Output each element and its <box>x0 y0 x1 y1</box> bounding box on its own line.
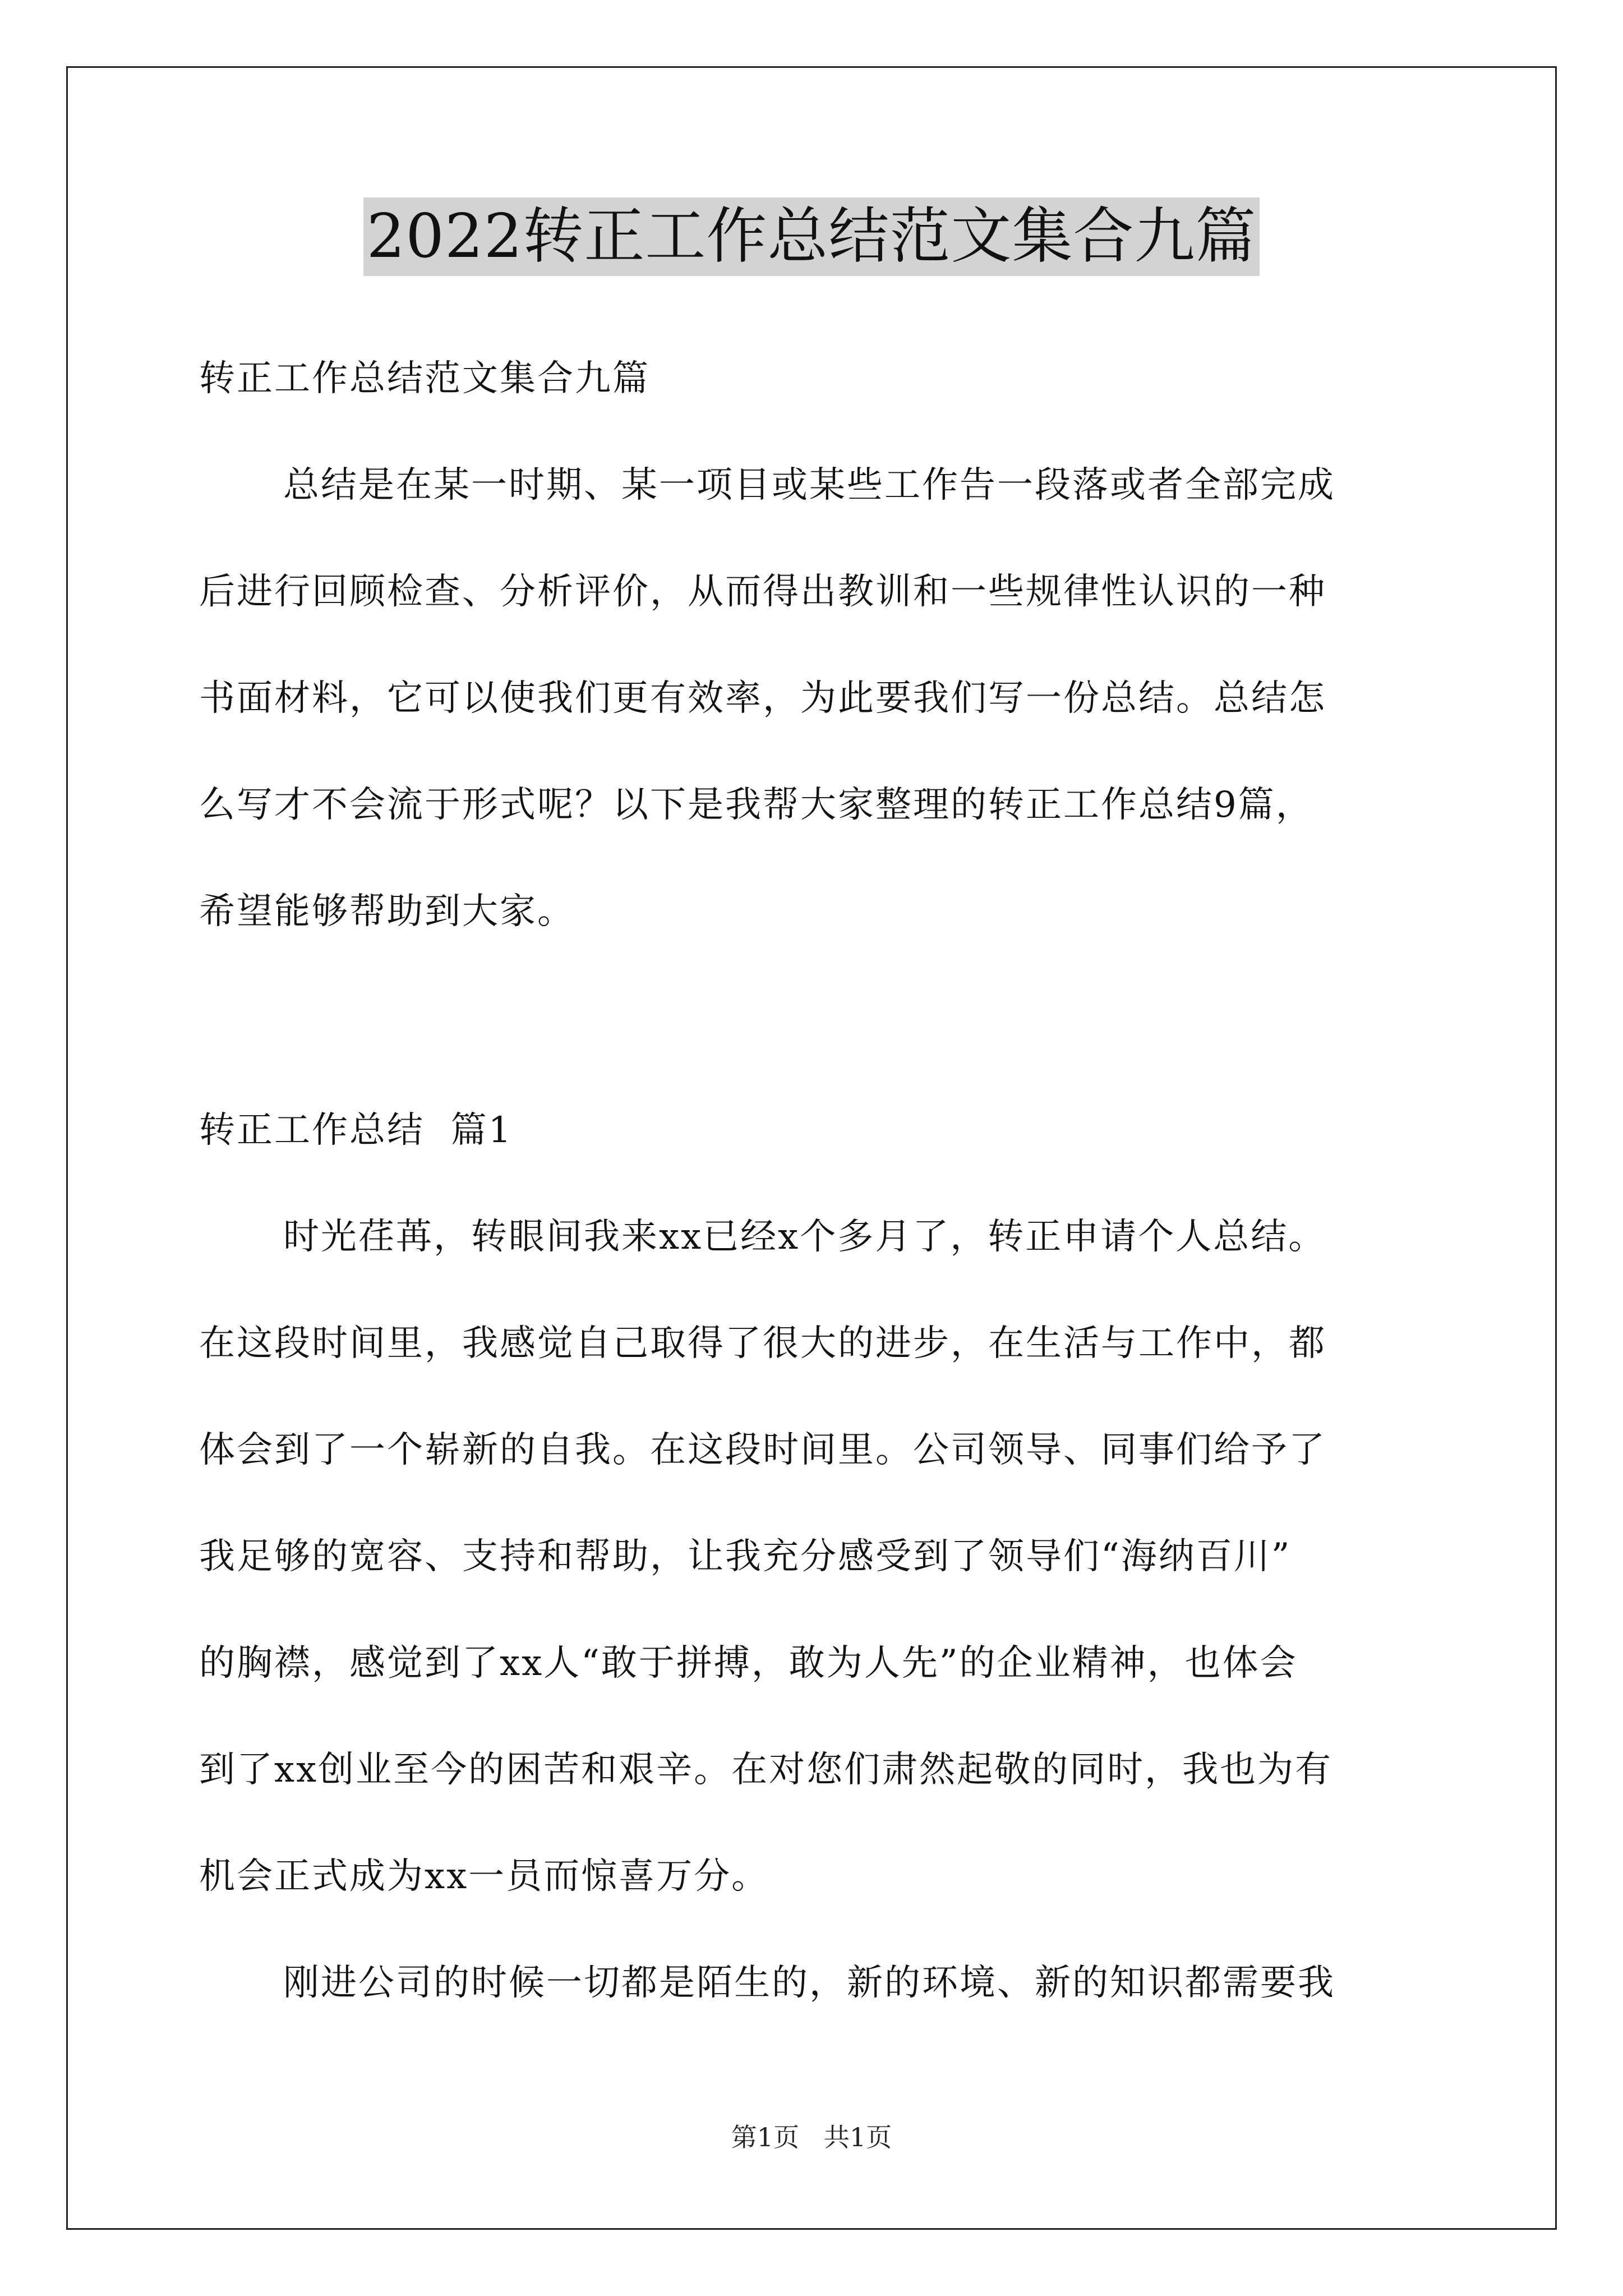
intro-line-4: 么写才不会流于形式呢？以下是我帮大家整理的转正工作总结9篇， <box>199 784 1313 826</box>
intro-line-2: 后进行回顾检查、分析评价，从而得出教训和一些规律性认识的一种 <box>199 571 1326 613</box>
paragraph1-line-1: 时光荏苒，转眼间我来xx已经x个多月了，转正申请个人总结。 <box>283 1216 1326 1258</box>
paragraph2-line-1: 刚进公司的时候一切都是陌生的，新的环境、新的知识都需要我 <box>283 1962 1335 2004</box>
title-container <box>0 197 1623 276</box>
paragraph1-line-7: 机会正式成为xx一员而惊喜万分。 <box>199 1856 769 1897</box>
document-subtitle: 转正工作总结范文集合九篇 <box>199 358 650 399</box>
intro-line-5: 希望能够帮助到大家。 <box>199 891 575 932</box>
paragraph1-line-5: 的胸襟，感觉到了xx人“敢于拼搏，敢为人先”的企业精神，也体会 <box>199 1642 1298 1684</box>
paragraph1-line-2: 在这段时间里，我感觉自己取得了很大的进步，在生活与工作中，都 <box>199 1323 1326 1364</box>
paragraph1-line-6: 到了xx创业至今的困苦和艰辛。在对您们肃然起敬的同时，我也为有 <box>199 1749 1333 1791</box>
intro-line-1: 总结是在某一时期、某一项目或某些工作告一段落或者全部完成 <box>283 464 1335 506</box>
paragraph1-line-3: 体会到了一个崭新的自我。在这段时间里。公司领导、同事们给予了 <box>199 1429 1326 1471</box>
intro-line-3: 书面材料，它可以使我们更有效率，为此要我们写一份总结。总结怎 <box>199 678 1326 719</box>
document-title: 2022转正工作总结范文集合九篇 <box>363 197 1260 276</box>
page-footer: 第1页 共1页 <box>731 2122 892 2152</box>
section-heading: 转正工作总结 篇1 <box>199 1110 513 1151</box>
paragraph1-line-4: 我足够的宽容、支持和帮助，让我充分感受到了领导们“海纳百川” <box>199 1536 1292 1577</box>
section-spacer <box>199 973 1467 1085</box>
document-body <box>199 334 1467 2045</box>
